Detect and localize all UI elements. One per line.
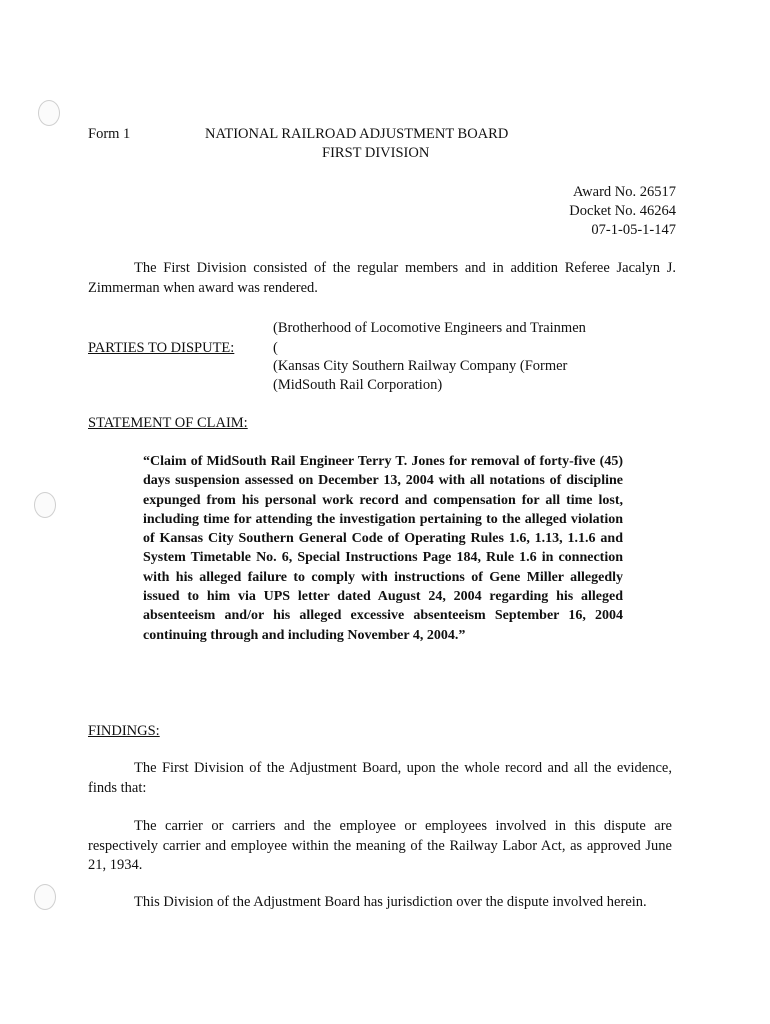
findings-paragraph-2	[88, 817, 672, 876]
punch-hole-bottom	[34, 884, 56, 910]
claim-text: “Claim of MidSouth Rail Engineer Terry T. Jones for removal of forty-five (45) days suspension assessed on December 13, 2004 with all notations of discipline expunged from his personal work record and compensation for all time lost, including time for attending the investigation pertaining to the alleged violation of Kansas City Southern General Code of Operating Rules 1.6, 1.13, 1.1.6 and System Timetable No. 6, Special Instructions Page 184, Rule 1.6 in connection with his alleged failure to comply with instructions of Gene Miller allegedly issued to him via UPS letter dated August 24, 2004 regarding his alleged absenteeism and/or his alleged excessive absenteeism September 16, 2004 continuing through and including November 4, 2004.”	[143, 454, 623, 643]
docket-number: Docket No. 46264	[569, 203, 676, 219]
party-carrier: (Kansas City Southern Railway Company (Former	[273, 358, 568, 374]
party-carrier-former: (MidSouth Rail Corporation)	[273, 377, 443, 393]
parties-label: PARTIES TO DISPUTE:	[88, 340, 235, 356]
findings-heading: FINDINGS:	[88, 723, 160, 739]
statement-heading: STATEMENT OF CLAIM:	[88, 415, 248, 431]
board-name: NATIONAL RAILROAD ADJUSTMENT BOARD	[205, 126, 509, 142]
division-title: FIRST DIVISION	[322, 145, 430, 161]
findings-paragraph-1	[88, 759, 672, 798]
award-number: Award No. 26517	[573, 184, 676, 200]
punch-hole-top	[38, 100, 60, 126]
form-label: Form 1	[88, 126, 131, 142]
intro-text: The First Division consisted of the regular members and in addition Referee Jacalyn J. Zimmerman when award was rendered.	[88, 260, 676, 296]
parties-paren: (	[273, 340, 278, 356]
findings-text-2: The carrier or carriers and the employee or employees involved in this dispute are respectively carrier and employee within the meaning of the Railway Labor Act, as approved June 21, 1934.	[88, 818, 672, 873]
findings-paragraph-3	[88, 893, 672, 913]
punch-hole-middle	[34, 492, 56, 518]
findings-text-3: This Division of the Adjustment Board has jurisdiction over the dispute involved herein.	[134, 894, 647, 910]
findings-text-1: The First Division of the Adjustment Board, upon the whole record and all the evidence, finds that:	[88, 760, 672, 796]
case-number: 07-1-05-1-147	[591, 222, 676, 238]
party-employee: (Brotherhood of Locomotive Engineers and Trainmen	[273, 320, 586, 336]
intro-paragraph	[88, 259, 676, 298]
